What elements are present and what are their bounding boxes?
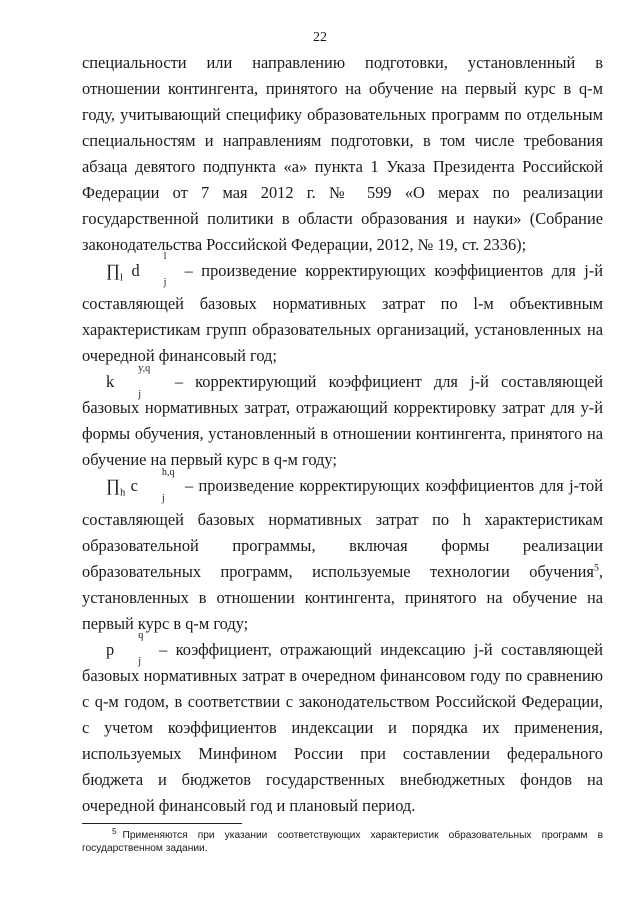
footnote-divider [82, 823, 242, 824]
paragraph-product-c: $\prod_h$ c h,q j – произведение корректирующих коэффициентов для j-той составляющей базовых нормативных затрат по h характеристикам образовательной программы, включая формы реализации образовательных программ, используемые технологии обучения$^5$, установленных в отношении контингента, принятого на обучение на первый курс в q-м году; [82, 466, 603, 633]
formula-product-c: $\prod_h$ c h,q j [106, 466, 175, 504]
body-text [82, 50, 603, 819]
formula-p: p q j [106, 629, 144, 667]
formula-product-d: $\prod_l$ d l j [106, 251, 167, 289]
paragraph-continuation: специальности или направлению подготовки, установленный в отношении контингента, принятого на обучение на первый курс в q-м году, учитывающий специфику образовательных программ по отдельным специальностям и направлениям подготовки, в том числе требования абзаца девятого подпункта «а» пункта 1 Указа Президента Российской Федерации от 7 мая 2012 г. № 599 «О мерах по реализации государственной политики в области образования и науки» (Собрание законодательства Российской Федерации, 2012, № 19, ст. 2336); [82, 53, 603, 254]
footnote-reference[interactable]: 5 [593, 562, 599, 574]
footnote-text: Применяются при указании соответствующих характеристик образовательных программ в государственном задании. [82, 830, 603, 854]
paragraph-coefficient-k: k y,q j – корректирующий коэффициент для j-й составляющей базовых нормативных затрат, отражающий корректировку затрат для y-й формы обучения, установленный в отношении контингента, принятого на обучение на первый курс в q-м году; [82, 362, 603, 470]
paragraph-product-d: $\prod_l$ d l j – произведение корректирующих коэффициентов для j-й составляющей базовых нормативных затрат по l-м объективным характеристикам групп образовательных организаций, установленных на очередной финансовый год; [82, 251, 603, 366]
formula-k: k y,q j [106, 362, 151, 400]
paragraph-indexation-p: p q j – коэффициент, отражающий индексацию j-й составляющей базовых нормативных затрат в очередном финансовом году по сравнению с q-м годом, в соответствии с законодательством Российской Федерации, с учетом коэффициентов индексации и порядка их применения, используемых Минфином России при составлении федерального бюджета и бюджетов государственных внебюджетных фондов на очередной финансовый год и плановый период. [82, 629, 604, 815]
footnote-number: 5 [112, 826, 117, 836]
page-number: 22 [313, 30, 327, 45]
footnote [82, 826, 603, 855]
